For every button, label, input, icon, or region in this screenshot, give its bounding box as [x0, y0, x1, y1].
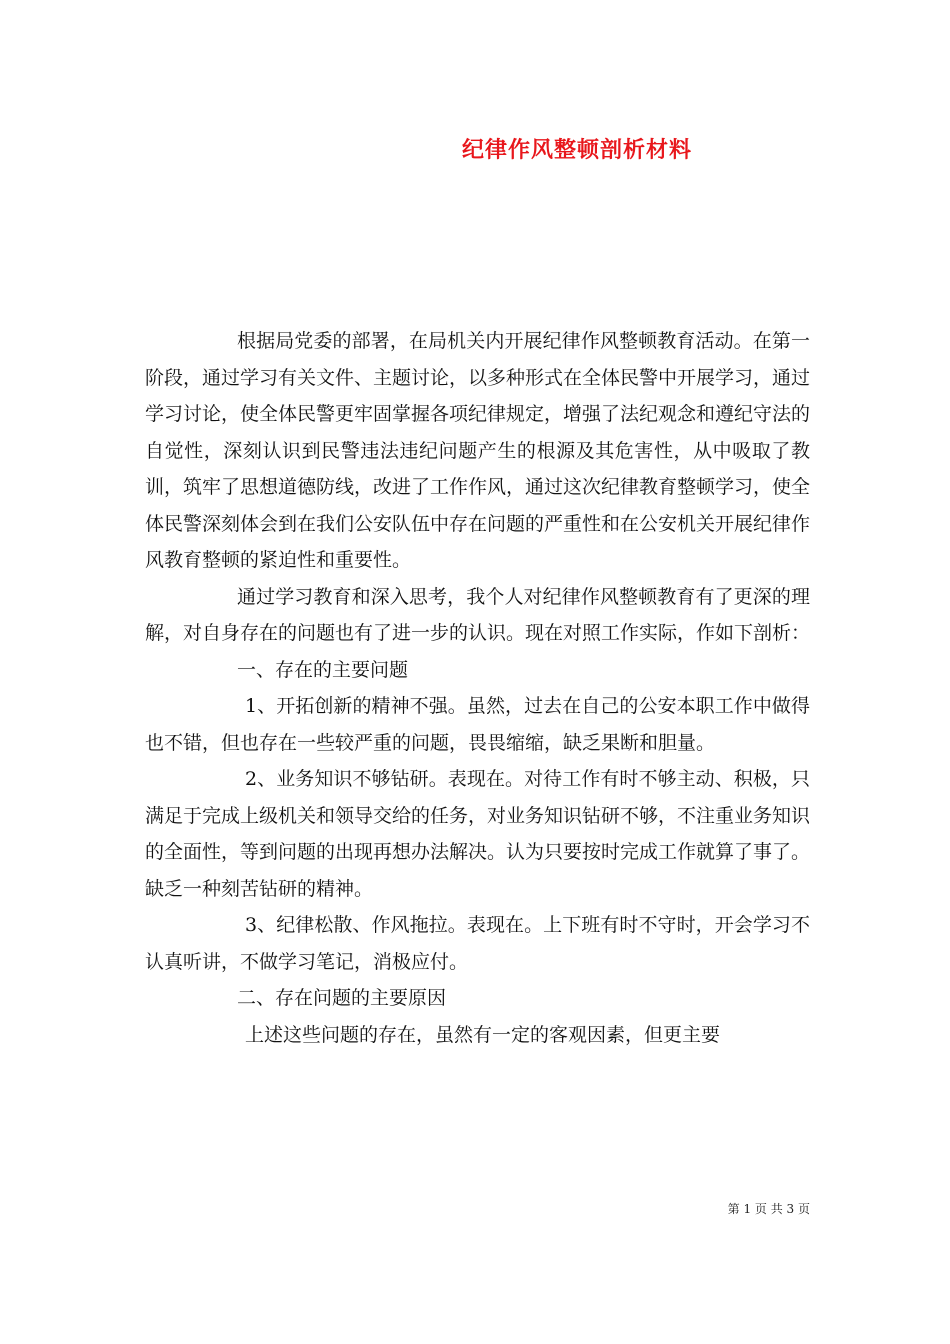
- document-body: [145, 323, 810, 1053]
- document-title: 纪律作风整顿剖析材料: [461, 138, 692, 163]
- problem-item-2: 2、业务知识不够钻研。表现在。对待工作有时不够主动、积极，只满足于完成上级机关和领导交给的任务，对业务知识钻研不够，不注重业务知识的全面性，等到问题的出现再想办法解决。认为只要按时完成工作就算了事了。缺乏一种刻苦钻研的精神。: [145, 768, 811, 900]
- paragraph-causes: 上述这些问题的存在，虽然有一定的客观因素，但更主要: [245, 1023, 721, 1046]
- paragraph-understanding: 通过学习教育和深入思考，我个人对纪律作风整顿教育有了更深的理解，对自身存在的问题也有了进一步的认识。现在对照工作实际，作如下剖析：: [145, 585, 811, 644]
- problem-item-3: 3、纪律松散、作风拖拉。表现在。上下班有时不守时，开会学习不认真听讲，不做学习笔记，消极应付。: [145, 914, 810, 973]
- section-heading-causes: 二、存在问题的主要原因: [237, 987, 447, 1009]
- paragraph-intro: 根据局党委的部署，在局机关内开展纪律作风整顿教育活动。在第一阶段，通过学习有关文件、主题讨论，以多种形式在全体民警中开展学习，通过学习讨论，使全体民警更牢固掌握各项纪律规定，增强了法纪观念和遵纪守法的自觉性，深刻认识到民警违法违纪问题产生的根源及其危害性，从中吸取了教训，筑牢了思想道德防线，改进了工作作风，通过这次纪律教育整顿学习，使全体民警深刻体会到在我们公安队伍中存在问题的严重性和在公安机关开展纪律作风教育整顿的紧迫性和重要性。: [145, 330, 811, 571]
- problem-item-1: 1、开拓创新的精神不强。虽然，过去在自己的公安本职工作中做得也不错，但也存在一些较严重的问题，畏畏缩缩，缺乏果断和胆量。: [145, 695, 810, 754]
- page-number: 第 1 页 共 3 页: [727, 1202, 810, 1216]
- section-heading-problems: 一、存在的主要问题: [237, 658, 409, 681]
